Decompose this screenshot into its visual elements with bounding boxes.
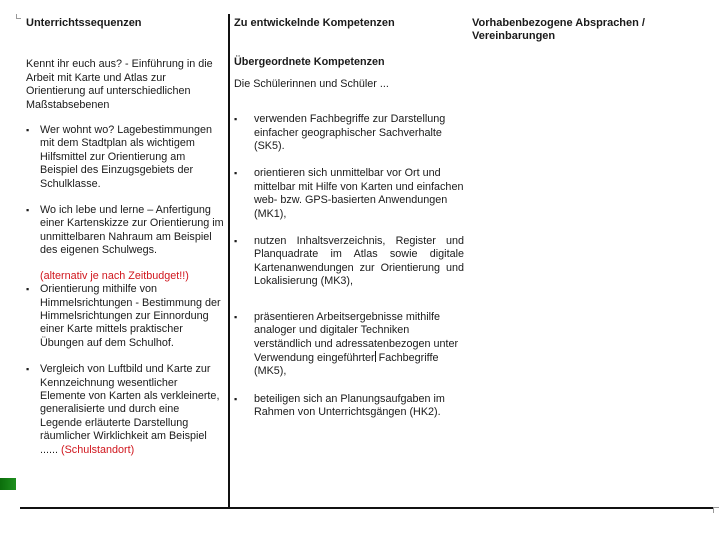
column-header: Unterrichtssequenzen bbox=[26, 17, 142, 29]
lead-text[interactable]: Die Schülerinnen und Schüler ... bbox=[234, 77, 389, 90]
list-item[interactable]: ▪ beteiligen sich an Planungsaufgaben im Rahmen von Unterrichtsgängen (HK2). bbox=[234, 393, 464, 420]
sequence-list bbox=[26, 124, 224, 258]
page-corner-mark-top-left bbox=[16, 14, 21, 19]
bullet-icon: ▪ bbox=[234, 236, 238, 247]
list-item[interactable]: ▪ Vergleich von Luftbild und Karte zur Kennzeichnung wesentlicher Elemente von Karten als verkleinerte, generalisierte und durch eine Legende erläuterte Darstellung räumlicher Wirklichkeit am Beispiel ...... (Schulstandort) bbox=[26, 363, 220, 456]
bullet-icon: ▪ bbox=[26, 125, 30, 136]
subheader-uebergeordnete-kompetenzen: Übergeordnete Kompetenzen bbox=[234, 56, 385, 69]
bullet-icon: ▪ bbox=[26, 364, 30, 375]
bullet-icon: ▪ bbox=[234, 168, 238, 179]
bullet-icon: ▪ bbox=[26, 205, 30, 216]
bullet-icon: ▪ bbox=[234, 393, 238, 404]
schulstandort-note: (Schulstandort) bbox=[61, 443, 135, 456]
page-corner-mark-bottom-right bbox=[713, 507, 719, 513]
sequence-list-alternative bbox=[26, 283, 224, 457]
column-header: Vorhabenbezogene Absprachen / Vereinbarungen bbox=[472, 17, 645, 43]
bullet-icon: ▪ bbox=[26, 284, 30, 295]
list-item[interactable]: ▪ Wer wohnt wo? Lagebestimmungen mit dem Stadtplan als wichtigem Hilfsmittel zur Orientierung am Beispiel des Einzugsgebiets der Schulklasse. bbox=[26, 124, 213, 190]
column-absprachen bbox=[472, 17, 702, 44]
bullet-icon: ▪ bbox=[234, 311, 238, 322]
table-bottom-rule bbox=[20, 507, 714, 509]
competence-list bbox=[234, 113, 464, 419]
list-item[interactable]: ▪ nutzen Inhaltsverzeichnis, Register und Planquadrate im Atlas sowie digitale Kartenanwendungen zur Orientierung und Lokalisierung (MK3), bbox=[234, 235, 464, 289]
bullet-icon: ▪ bbox=[234, 114, 238, 125]
column-kompetenzen bbox=[234, 17, 464, 420]
sequence-intro[interactable]: Kennt ihr euch aus? - Einführung in die Arbeit mit Karte und Atlas zur Orientierung auf unterschiedlichen Maßstabsebenen bbox=[26, 58, 213, 111]
list-item[interactable]: ▪ präsentieren Arbeitsergebnisse mithilfe analoger und digitaler Techniken verständlich und adressatenbezogen unter Verwendung eingeführter Fachbegriffe (MK5), bbox=[234, 311, 464, 379]
list-item[interactable]: ▪ orientieren sich unmittelbar vor Ort und mittelbar mit Hilfe von Karten und einfachen web- bzw. GPS-basierten Anwendungen (MK1), bbox=[234, 167, 464, 221]
list-item[interactable]: ▪ verwenden Fachbegriffe zur Darstellung einfacher geographischer Sachverhalte (SK5). bbox=[234, 113, 464, 153]
column-header: Zu entwickelnde Kompetenzen bbox=[234, 17, 395, 29]
column-unterrichtssequenzen bbox=[26, 17, 224, 457]
green-slide-marker bbox=[0, 478, 16, 490]
time-budget-note[interactable]: (alternativ je nach Zeitbudget!!) bbox=[40, 269, 189, 282]
column-divider bbox=[228, 14, 230, 508]
list-item[interactable]: ▪ Orientierung mithilfe von Himmelsrichtungen - Bestimmung der Himmelsrichtungen zur Einnordung einer Karte mittels praktischer Übungen auf dem Schulhof. bbox=[26, 283, 221, 349]
list-item[interactable]: ▪ Wo ich lebe und lerne – Anfertigung einer Kartenskizze zur Orientierung im unmittelbaren Nahraum am Beispiel des eigenen Schulwegs. bbox=[26, 204, 224, 257]
